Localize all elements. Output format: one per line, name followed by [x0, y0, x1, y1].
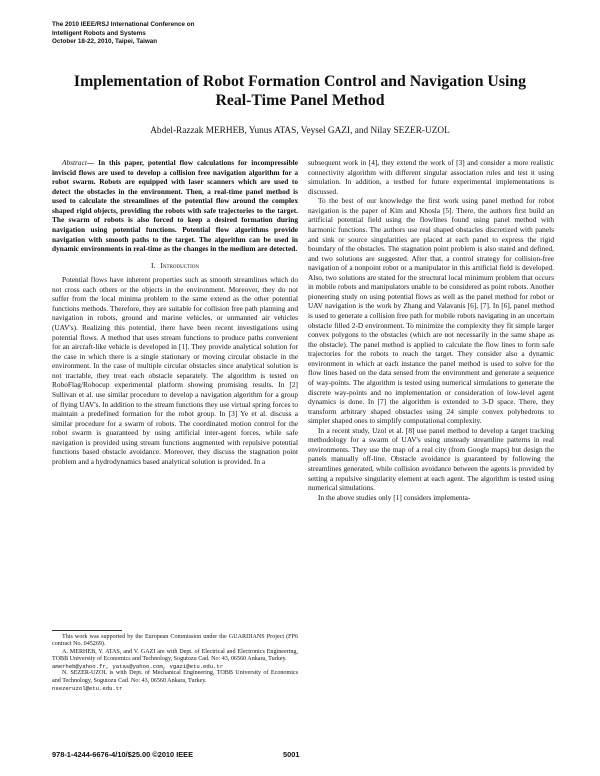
right-paragraph-4: In the above studies only [1] considers implementa- [318, 492, 471, 502]
footnote-affiliation-2: N. SEZER-UZOL is with Dept. of Mechanical Engineering, TOBB University of Economics and Technology, Sogutozu Cad. No: 43, 06560 Ankara, Turkey. [52, 670, 298, 684]
section-number: I. [150, 260, 156, 270]
paper-title-line-1: Implementation of Robot Formation Control and Navigation Using [73, 73, 527, 90]
footnote-affiliation-1: A. MERHEB, Y. ATAS, and V. GAZI are with Dept. of Electrical and Electronics Engineering, TOBB University of Economics and Technology, Sogutozu Cad. No: 43, 06560 Ankara, Turkey. [52, 648, 298, 662]
right-paragraph-1: subsequent work in [4], they extend the work of [3] and consider a more realistic connectivity algorithm with different singular association rules and test it using simulation. In addition, a testbed for future experimental implementations is discussed. [308, 158, 554, 196]
footnotes [52, 634, 298, 692]
conference-name: The 2010 IEEE/RSJ International Conference on [52, 21, 195, 28]
author-list: Abdel-Razzak MERHEB, Yunus ATAS, Veysel GAZI, and Nilay SEZER-UZOL [150, 126, 450, 136]
page-number: 5001 [283, 750, 300, 759]
paper-title-line-2: Real-Time Panel Method [215, 92, 385, 109]
abstract-label: Abstract [62, 158, 87, 167]
footnote-rule [52, 630, 122, 631]
conference-subtitle: Intelligent Robots and Systems [52, 29, 146, 37]
right-paragraph-2: To the best of our knowledge the first work using panel method for robot navigation is the paper of Kim and Khosla [5]. There, the authors first build an artificial potential field using the flowlines found using panel method with harmonic functions. The authors use real shaped obstacles discretized with panels and sink or source singularities are placed at each panel to express the rigid boundary of the obstacles. The stagnation point problem is also stated and defined, and two solutions are suggested. After that, a control strategy for collision-free navigation of a nonpoint robot or a manipulator in this artificial field is developed. Also, two solutions are stated for the structural local minimum problem that occurs in mobile robots and manipulators unable to be considered as point robots. Another pioneering study on using potential flows as well as the panel method for robot or UAV navigation is the work by Zhang and Valavanis [6], [7]. In [6], panel method is used to generate a collision free path for mobile robots navigating in an uncertain obstacle filled 2-D environment. To minimize the complexity they fit simple larger convex polygons to the obstacles (which are not necessarily in the same shape as the obstacle). The panel method is applied to calculate the flow lines to form safe trajectories for the robots to reach the target. They consider also a dynamic environment in which at each instance the panel method is used to solve for the flow lines based on the data sensed from the environment and generate a sequence of way-points. The algorithm is tested using numerical simulations to generate the discrete way-points and no implementation or consideration of low-level agent dynamics is done. In [7] the algorithm is extended to 3-D space. There, they transform arbitrary shaped obstacles using 24 simple convex polyhedrons to simpler shaped ones to simplify computational complexity. [308, 196, 554, 426]
isbn-copyright: 978-1-4244-6676-4/10/$25.00 ©2010 IEEE [52, 750, 194, 759]
section-heading-introduction [52, 261, 298, 271]
footnote-emails-1: amerheb@yahoo.fr, yatas@yahoo.com, vgazi@etu.edu.tr [52, 663, 224, 671]
abstract [52, 158, 298, 254]
section-title: Introduction [160, 260, 200, 270]
left-column [52, 158, 298, 466]
paper-title [60, 72, 540, 110]
right-column [308, 158, 554, 502]
conference-date-location: October 18-22, 2010, Taipei, Taiwan [52, 38, 158, 46]
conference-header [52, 21, 312, 47]
footnote-funding: This work was supported by the European Commission under the GUARDIANS Project (FP6 contract No. 045269). [52, 634, 298, 648]
intro-paragraph-1: Potential flows have inherent properties such as smooth streamlines which do not cross each others or the objects in the environment. Moreover, they do not suffer from the local minima problem to the same extend as the other potential functions methods. Therefore, they are suitable for collision free path planning and navigation in robots, ground and marine vehicles, or unmanned air vehicles (UAV's). Realizing this potential, there have been recent investigations using potential flows. A method that uses stream functions to produce paths convenient for an aircraft-like vehicle is developed in [1]. They provide analytical solution for the case in which there is a single stationary or moving circular obstacle in the environment. In the case of multiple circular obstacles since analytical solution is not tractable, they treat each obstacle separately. The algorithm is tested on RoboFlag/Robocup experimental platform showing promising results. In [2] Sullivan et al. use similar procedure to develop a navigation algorithm for a group of flying UAV's. In addition to the stream functions they use virtual spring forces to maintain a predefined formation for the robot group. In [3] Ye et al. discuss a similar procedure for a swarm of robots. The coordinated motion control for the robot swarm is guaranteed by using artificial inter-agent forces, while safe navigation is provided using stream functions augmented with repulsive potential functions based obstacle avoidance. Moreover, they discuss the stagnation point problem and a hydrodynamics based analytical solution is provided. In a [52, 275, 298, 466]
abstract-text: — In this paper, potential flow calculations for incompressible inviscid flows are used to develop a collision free navigation algorithm for a robot swarm. Robots are equipped with laser scanners which are used to detect the obstacles in the environment. Then, a real-time panel method is used to calculate the streamlines of the potential flow around the complex shaped rigid objects, providing the robots with safe trajectories to the target. The swarm of robots is also forced to keep a desired formation during navigation using potential functions. Potential flow algorithms provide navigation with smooth paths to the target. The algorithm can be used in dynamic environments in real-time as the changes in the medium are detected. [52, 158, 298, 254]
footnote-email-2: nsezeruzol@etu.edu.tr [52, 685, 123, 693]
right-paragraph-3: In a recent study, Uzol et al. [8] use panel method to develop a target tracking methodology for a swarm of UAV's using unsteady streamline patterns in real environments. They use the map of a real city (from Google maps) but design the panels manually off-line. Obstacle avoidance is guaranteed by following the streamlines generated, while collision avoidance between the agents is provided by setting a repulsive singularity element at each agent. The algorithm is tested using numerical simulations. [308, 425, 554, 493]
